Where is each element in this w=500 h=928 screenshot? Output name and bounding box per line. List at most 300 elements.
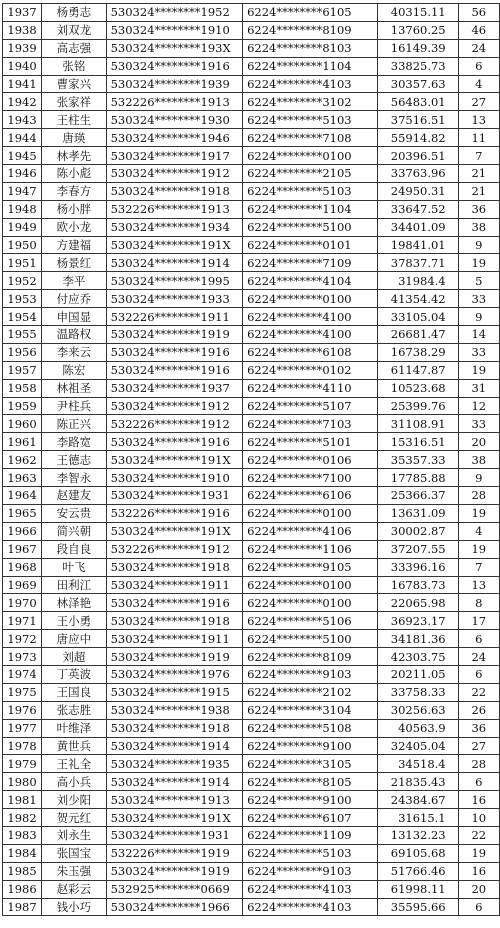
table-row <box>3 290 500 308</box>
amount-cell: 13760.25 <box>378 21 458 39</box>
name-cell: 王国良 <box>42 683 107 701</box>
records-table-body <box>3 4 500 916</box>
count-cell: 36 <box>458 200 499 218</box>
bank-card-cell: 6224********9103 <box>243 665 378 683</box>
name-cell: 张志胜 <box>42 701 107 719</box>
amount-cell: 35595.66 <box>378 898 458 916</box>
count-cell: 11 <box>458 129 499 147</box>
table-row <box>3 343 500 361</box>
count-cell: 27 <box>458 737 499 755</box>
row-number-cell: 1960 <box>3 415 42 433</box>
name-cell: 陈正兴 <box>42 415 107 433</box>
id-number-cell: 530324********1946 <box>106 129 242 147</box>
count-cell: 9 <box>458 236 499 254</box>
name-cell: 刘永生 <box>42 826 107 844</box>
table-row <box>3 4 500 22</box>
bank-card-cell: 6224********0100 <box>243 594 378 612</box>
bank-card-cell: 6224********0100 <box>243 504 378 522</box>
row-number-cell: 1943 <box>3 111 42 129</box>
count-cell: 20 <box>458 880 499 898</box>
table-row <box>3 415 500 433</box>
row-number-cell: 1978 <box>3 737 42 755</box>
table-row <box>3 236 500 254</box>
row-number-cell: 1986 <box>3 880 42 898</box>
table-row <box>3 558 500 576</box>
id-number-cell: 530324********1918 <box>106 719 242 737</box>
table-row <box>3 451 500 469</box>
row-number-cell: 1947 <box>3 182 42 200</box>
row-number-cell: 1939 <box>3 39 42 57</box>
id-number-cell: 532226********1913 <box>106 200 242 218</box>
row-number-cell: 1983 <box>3 826 42 844</box>
id-number-cell: 530324********1911 <box>106 576 242 594</box>
id-number-cell: 530324********1966 <box>106 898 242 916</box>
count-cell: 36 <box>458 719 499 737</box>
amount-cell: 61147.87 <box>378 361 458 379</box>
count-cell: 28 <box>458 487 499 505</box>
bank-card-cell: 6224********4100 <box>243 308 378 326</box>
count-cell: 16 <box>458 791 499 809</box>
id-number-cell: 532226********1916 <box>106 504 242 522</box>
id-number-cell: 530324********1935 <box>106 755 242 773</box>
table-row <box>3 630 500 648</box>
count-cell: 24 <box>458 39 499 57</box>
bank-card-cell: 6224********7103 <box>243 415 378 433</box>
bank-card-cell: 6224********2102 <box>243 683 378 701</box>
name-cell: 高小兵 <box>42 773 107 791</box>
table-row <box>3 791 500 809</box>
amount-cell: 16783.73 <box>378 576 458 594</box>
count-cell: 27 <box>458 93 499 111</box>
count-cell: 20 <box>458 433 499 451</box>
amount-cell: 16149.39 <box>378 39 458 57</box>
name-cell: 赵建友 <box>42 487 107 505</box>
amount-cell: 33825.73 <box>378 57 458 75</box>
row-number-cell: 1942 <box>3 93 42 111</box>
row-number-cell: 1962 <box>3 451 42 469</box>
count-cell: 13 <box>458 111 499 129</box>
amount-cell: 34401.09 <box>378 218 458 236</box>
name-cell: 钱小巧 <box>42 898 107 916</box>
name-cell: 丁英波 <box>42 665 107 683</box>
count-cell: 21 <box>458 182 499 200</box>
table-row <box>3 665 500 683</box>
amount-cell: 33647.52 <box>378 200 458 218</box>
count-cell: 19 <box>458 844 499 862</box>
amount-cell: 33396.16 <box>378 558 458 576</box>
id-number-cell: 530324********1916 <box>106 594 242 612</box>
row-number-cell: 1957 <box>3 361 42 379</box>
table-row <box>3 469 500 487</box>
amount-cell: 16738.29 <box>378 343 458 361</box>
name-cell: 王柱生 <box>42 111 107 129</box>
name-cell: 刘双龙 <box>42 21 107 39</box>
amount-cell: 25399.76 <box>378 397 458 415</box>
row-number-cell: 1945 <box>3 147 42 165</box>
name-cell: 李智永 <box>42 469 107 487</box>
name-cell: 田利江 <box>42 576 107 594</box>
amount-cell: 35357.33 <box>378 451 458 469</box>
amount-cell: 37516.51 <box>378 111 458 129</box>
name-cell: 张国宝 <box>42 844 107 862</box>
amount-cell: 69105.68 <box>378 844 458 862</box>
bank-card-cell: 6224********0106 <box>243 451 378 469</box>
amount-cell: 13631.09 <box>378 504 458 522</box>
name-cell: 叶维泽 <box>42 719 107 737</box>
id-number-cell: 530324********1916 <box>106 361 242 379</box>
id-number-cell: 530324********1931 <box>106 487 242 505</box>
row-number-cell: 1967 <box>3 540 42 558</box>
bank-card-cell: 6224********2105 <box>243 165 378 183</box>
name-cell: 林孝先 <box>42 147 107 165</box>
count-cell: 22 <box>458 683 499 701</box>
name-cell: 王小勇 <box>42 612 107 630</box>
table-row <box>3 147 500 165</box>
count-cell: 33 <box>458 415 499 433</box>
row-number-cell: 1964 <box>3 487 42 505</box>
name-cell: 林泽艳 <box>42 594 107 612</box>
count-cell: 4 <box>458 75 499 93</box>
bank-card-cell: 6224********4106 <box>243 522 378 540</box>
row-number-cell: 1968 <box>3 558 42 576</box>
row-number-cell: 1987 <box>3 898 42 916</box>
row-number-cell: 1972 <box>3 630 42 648</box>
table-row <box>3 75 500 93</box>
id-number-cell: 532226********1912 <box>106 415 242 433</box>
amount-cell: 25366.37 <box>378 487 458 505</box>
bank-card-cell: 6224********5106 <box>243 612 378 630</box>
count-cell: 56 <box>458 4 499 22</box>
count-cell: 24 <box>458 648 499 666</box>
amount-cell: 51766.46 <box>378 862 458 880</box>
amount-cell: 17785.88 <box>378 469 458 487</box>
id-number-cell: 532226********1912 <box>106 540 242 558</box>
bank-card-cell: 6224********5103 <box>243 182 378 200</box>
row-number-cell: 1976 <box>3 701 42 719</box>
bank-card-cell: 6224********4100 <box>243 326 378 344</box>
id-number-cell: 530324********1931 <box>106 826 242 844</box>
id-number-cell: 530324********1933 <box>106 290 242 308</box>
bank-card-cell: 6224********9100 <box>243 737 378 755</box>
amount-cell: 40563.9 <box>378 719 458 737</box>
count-cell: 38 <box>458 218 499 236</box>
bank-card-cell: 6224********0100 <box>243 147 378 165</box>
row-number-cell: 1948 <box>3 200 42 218</box>
bank-card-cell: 6224********5103 <box>243 844 378 862</box>
count-cell: 7 <box>458 147 499 165</box>
count-cell: 16 <box>458 862 499 880</box>
name-cell: 尹柱兵 <box>42 397 107 415</box>
count-cell: 9 <box>458 469 499 487</box>
id-number-cell: 530324********1915 <box>106 683 242 701</box>
row-number-cell: 1975 <box>3 683 42 701</box>
table-row <box>3 111 500 129</box>
table-row <box>3 576 500 594</box>
table-row <box>3 701 500 719</box>
bank-card-cell: 6224********4103 <box>243 898 378 916</box>
bank-card-cell: 6224********4110 <box>243 379 378 397</box>
table-row <box>3 254 500 272</box>
name-cell: 段自良 <box>42 540 107 558</box>
count-cell: 6 <box>458 773 499 791</box>
name-cell: 朱玉强 <box>42 862 107 880</box>
count-cell: 6 <box>458 898 499 916</box>
count-cell: 21 <box>458 165 499 183</box>
count-cell: 17 <box>458 612 499 630</box>
table-row <box>3 612 500 630</box>
count-cell: 12 <box>458 397 499 415</box>
bank-card-cell: 6224********1104 <box>243 57 378 75</box>
table-row <box>3 487 500 505</box>
id-number-cell: 530324********1918 <box>106 182 242 200</box>
bank-card-cell: 6224********8103 <box>243 39 378 57</box>
bank-card-cell: 6224********7109 <box>243 254 378 272</box>
id-number-cell: 530324********191X <box>106 809 242 827</box>
count-cell: 6 <box>458 57 499 75</box>
amount-cell: 30002.87 <box>378 522 458 540</box>
id-number-cell: 530324********1912 <box>106 165 242 183</box>
row-number-cell: 1973 <box>3 648 42 666</box>
id-number-cell: 530324********1934 <box>106 218 242 236</box>
amount-cell: 19841.01 <box>378 236 458 254</box>
table-row <box>3 326 500 344</box>
name-cell: 王德志 <box>42 451 107 469</box>
row-number-cell: 1970 <box>3 594 42 612</box>
bank-card-cell: 6224********9100 <box>243 791 378 809</box>
name-cell: 李平 <box>42 272 107 290</box>
amount-cell: 21835.43 <box>378 773 458 791</box>
amount-cell: 31108.91 <box>378 415 458 433</box>
name-cell: 曹家兴 <box>42 75 107 93</box>
bank-card-cell: 6224********7100 <box>243 469 378 487</box>
id-number-cell: 530324********1912 <box>106 397 242 415</box>
count-cell: 38 <box>458 451 499 469</box>
table-row <box>3 379 500 397</box>
row-number-cell: 1951 <box>3 254 42 272</box>
row-number-cell: 1954 <box>3 308 42 326</box>
table-row <box>3 504 500 522</box>
bank-card-cell: 6224********6105 <box>243 4 378 22</box>
table-row <box>3 57 500 75</box>
count-cell: 19 <box>458 361 499 379</box>
name-cell: 张家祥 <box>42 93 107 111</box>
row-number-cell: 1937 <box>3 4 42 22</box>
name-cell: 林祖圣 <box>42 379 107 397</box>
name-cell: 方建福 <box>42 236 107 254</box>
count-cell: 13 <box>458 576 499 594</box>
count-cell: 7 <box>458 558 499 576</box>
table-row <box>3 433 500 451</box>
count-cell: 6 <box>458 630 499 648</box>
id-number-cell: 530324********1913 <box>106 791 242 809</box>
row-number-cell: 1940 <box>3 57 42 75</box>
row-number-cell: 1963 <box>3 469 42 487</box>
bank-card-cell: 6224********9105 <box>243 558 378 576</box>
row-number-cell: 1966 <box>3 522 42 540</box>
amount-cell: 37207.55 <box>378 540 458 558</box>
table-row <box>3 21 500 39</box>
amount-cell: 26681.47 <box>378 326 458 344</box>
id-number-cell: 532226********1911 <box>106 308 242 326</box>
row-number-cell: 1949 <box>3 218 42 236</box>
name-cell: 欧小龙 <box>42 218 107 236</box>
row-number-cell: 1955 <box>3 326 42 344</box>
row-number-cell: 1958 <box>3 379 42 397</box>
table-row <box>3 308 500 326</box>
name-cell: 黄世兵 <box>42 737 107 755</box>
amount-cell: 32405.04 <box>378 737 458 755</box>
row-number-cell: 1982 <box>3 809 42 827</box>
amount-cell: 33758.33 <box>378 683 458 701</box>
amount-cell: 20396.51 <box>378 147 458 165</box>
bank-card-cell: 6224********8109 <box>243 648 378 666</box>
amount-cell: 20211.05 <box>378 665 458 683</box>
records-table <box>2 3 500 916</box>
bank-card-cell: 6224********0100 <box>243 290 378 308</box>
id-number-cell: 530324********1910 <box>106 469 242 487</box>
row-number-cell: 1938 <box>3 21 42 39</box>
name-cell: 李春方 <box>42 182 107 200</box>
id-number-cell: 530324********1918 <box>106 558 242 576</box>
bank-card-cell: 6224********5101 <box>243 433 378 451</box>
table-row <box>3 898 500 916</box>
amount-cell: 24384.67 <box>378 791 458 809</box>
id-number-cell: 530324********1930 <box>106 111 242 129</box>
bank-card-cell: 6224********3102 <box>243 93 378 111</box>
bank-card-cell: 6224********3105 <box>243 755 378 773</box>
amount-cell: 61998.11 <box>378 880 458 898</box>
table-row <box>3 39 500 57</box>
row-number-cell: 1981 <box>3 791 42 809</box>
bank-card-cell: 6224********5108 <box>243 719 378 737</box>
table-row <box>3 522 500 540</box>
name-cell: 温路权 <box>42 326 107 344</box>
id-number-cell: 530324********1937 <box>106 379 242 397</box>
amount-cell: 15316.51 <box>378 433 458 451</box>
row-number-cell: 1941 <box>3 75 42 93</box>
id-number-cell: 530324********193X <box>106 39 242 57</box>
row-number-cell: 1985 <box>3 862 42 880</box>
row-number-cell: 1946 <box>3 165 42 183</box>
amount-cell: 31984.4 <box>378 272 458 290</box>
id-number-cell: 532226********1913 <box>106 93 242 111</box>
row-number-cell: 1961 <box>3 433 42 451</box>
table-row <box>3 594 500 612</box>
table-row <box>3 272 500 290</box>
table-row <box>3 218 500 236</box>
bank-card-cell: 6224********9103 <box>243 862 378 880</box>
name-cell: 高志强 <box>42 39 107 57</box>
table-row <box>3 809 500 827</box>
id-number-cell: 530324********1914 <box>106 737 242 755</box>
bank-card-cell: 6224********5100 <box>243 630 378 648</box>
bank-card-cell: 6224********6107 <box>243 809 378 827</box>
id-number-cell: 530324********1952 <box>106 4 242 22</box>
table-row <box>3 129 500 147</box>
row-number-cell: 1974 <box>3 665 42 683</box>
id-number-cell: 530324********1919 <box>106 648 242 666</box>
amount-cell: 36923.17 <box>378 612 458 630</box>
table-row <box>3 773 500 791</box>
name-cell: 杨勇志 <box>42 4 107 22</box>
row-number-cell: 1979 <box>3 755 42 773</box>
count-cell: 26 <box>458 701 499 719</box>
amount-cell: 42303.75 <box>378 648 458 666</box>
table-row <box>3 182 500 200</box>
row-number-cell: 1984 <box>3 844 42 862</box>
id-number-cell: 530324********191X <box>106 522 242 540</box>
table-row <box>3 826 500 844</box>
name-cell: 杨景红 <box>42 254 107 272</box>
bank-card-cell: 6224********8109 <box>243 21 378 39</box>
id-number-cell: 532925********0669 <box>106 880 242 898</box>
bank-card-cell: 6224********1109 <box>243 826 378 844</box>
table-row <box>3 361 500 379</box>
row-number-cell: 1959 <box>3 397 42 415</box>
amount-cell: 55914.82 <box>378 129 458 147</box>
count-cell: 5 <box>458 272 499 290</box>
id-number-cell: 530324********1917 <box>106 147 242 165</box>
amount-cell: 34518.4 <box>378 755 458 773</box>
id-number-cell: 530324********191X <box>106 236 242 254</box>
count-cell: 9 <box>458 308 499 326</box>
row-number-cell: 1953 <box>3 290 42 308</box>
amount-cell: 37837.71 <box>378 254 458 272</box>
bank-card-cell: 6224********4103 <box>243 75 378 93</box>
bank-card-cell: 6224********0101 <box>243 236 378 254</box>
amount-cell: 31615.1 <box>378 809 458 827</box>
id-number-cell: 530324********1914 <box>106 254 242 272</box>
amount-cell: 22065.98 <box>378 594 458 612</box>
name-cell: 叶飞 <box>42 558 107 576</box>
count-cell: 31 <box>458 379 499 397</box>
name-cell: 唐瑛 <box>42 129 107 147</box>
bank-card-cell: 6224********4104 <box>243 272 378 290</box>
name-cell: 简兴朝 <box>42 522 107 540</box>
bank-card-cell: 6224********1106 <box>243 540 378 558</box>
amount-cell: 34181.36 <box>378 630 458 648</box>
name-cell: 李路宽 <box>42 433 107 451</box>
row-number-cell: 1971 <box>3 612 42 630</box>
id-number-cell: 530324********1919 <box>106 862 242 880</box>
count-cell: 10 <box>458 809 499 827</box>
bank-card-cell: 6224********6106 <box>243 487 378 505</box>
count-cell: 46 <box>458 21 499 39</box>
bank-card-cell: 6224********8105 <box>243 773 378 791</box>
name-cell: 张铭 <box>42 57 107 75</box>
table-row <box>3 755 500 773</box>
count-cell: 33 <box>458 343 499 361</box>
name-cell: 王礼全 <box>42 755 107 773</box>
table-row <box>3 862 500 880</box>
id-number-cell: 530324********1995 <box>106 272 242 290</box>
table-row <box>3 844 500 862</box>
name-cell: 陈宏 <box>42 361 107 379</box>
bank-card-cell: 6224********5107 <box>243 397 378 415</box>
name-cell: 刘少阳 <box>42 791 107 809</box>
id-number-cell: 530324********1918 <box>106 612 242 630</box>
row-number-cell: 1952 <box>3 272 42 290</box>
count-cell: 19 <box>458 540 499 558</box>
bank-card-cell: 6224********7108 <box>243 129 378 147</box>
name-cell: 付应乔 <box>42 290 107 308</box>
amount-cell: 24950.31 <box>378 182 458 200</box>
count-cell: 4 <box>458 522 499 540</box>
amount-cell: 30357.63 <box>378 75 458 93</box>
table-row <box>3 540 500 558</box>
name-cell: 刘超 <box>42 648 107 666</box>
id-number-cell: 530324********1939 <box>106 75 242 93</box>
